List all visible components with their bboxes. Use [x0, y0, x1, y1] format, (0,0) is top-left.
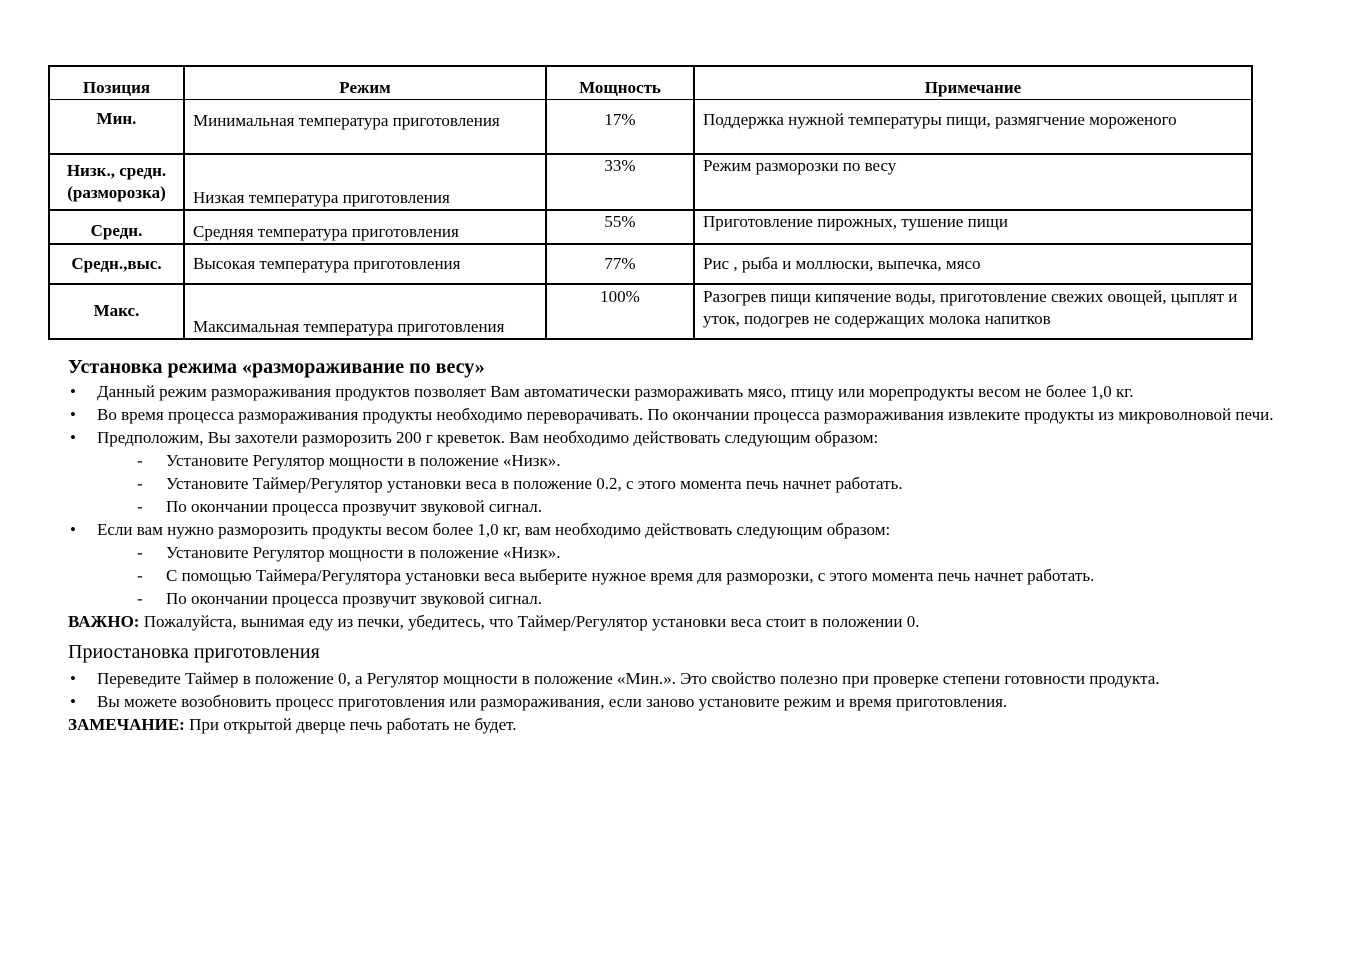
cell-power: 33% — [546, 154, 694, 210]
step-text: Установите Таймер/Регулятор установки веса в положение 0.2, с этого момента печь начнет работать. — [166, 474, 903, 493]
cell-position: Мин. — [49, 100, 184, 154]
cell-power: 17% — [546, 100, 694, 154]
bullet-icon: • — [70, 669, 76, 688]
list-item — [68, 403, 1282, 426]
dash-icon: - — [137, 497, 143, 516]
dash-icon: - — [137, 566, 143, 585]
header-note: Примечание — [694, 66, 1252, 100]
cell-position: Макс. — [49, 284, 184, 339]
step-item — [137, 541, 1282, 564]
important-text: Пожалуйста, вынимая еду из печки, убедитесь, что Таймер/Регулятор установки веса стоит в положении 0. — [139, 612, 920, 631]
dash-icon: - — [137, 589, 143, 608]
table-header-row — [49, 66, 1252, 100]
instructions-text — [68, 354, 1282, 736]
cell-mode: Низкая температура приготовления — [184, 154, 546, 210]
cell-note: Режим разморозки по весу — [694, 154, 1252, 210]
cell-position: Средн. — [49, 210, 184, 244]
door-note — [68, 713, 1282, 736]
cell-mode: Высокая температура приготовления — [184, 244, 546, 284]
pause-bullet-list — [68, 667, 1282, 713]
list-item — [68, 518, 1282, 610]
bullet-icon: • — [70, 382, 76, 401]
cell-note: Рис , рыба и моллюски, выпечка, мясо — [694, 244, 1252, 284]
list-item — [68, 690, 1282, 713]
cell-power: 55% — [546, 210, 694, 244]
cell-mode: Средняя температура приготовления — [184, 210, 546, 244]
bullet-icon: • — [70, 405, 76, 424]
dash-icon: - — [137, 451, 143, 470]
bullet-text: Переведите Таймер в положение 0, а Регулятор мощности в положение «Мин.». Это свойство полезно при проверке степени готовности продукта. — [97, 669, 1160, 688]
table-row — [49, 244, 1252, 284]
note-label: ЗАМЕЧАНИЕ: — [68, 715, 185, 734]
cell-power: 100% — [546, 284, 694, 339]
bullet-icon: • — [70, 692, 76, 711]
defrost-heading: Установка режима «размораживание по весу» — [68, 356, 485, 378]
list-item — [68, 667, 1282, 690]
step-item — [137, 449, 1282, 472]
header-power: Мощность — [546, 66, 694, 100]
step-text: С помощью Таймера/Регулятора установки веса выберите нужное время для разморозки, с этого момента печь начнет работать. — [166, 566, 1095, 585]
step-list — [68, 449, 1282, 518]
bullet-text: Во время процесса размораживания продукты необходимо переворачивать. По окончании процесса размораживания извлеките продукты из микроволновой печи. — [97, 405, 1274, 424]
table-row — [49, 100, 1252, 154]
step-item — [137, 564, 1282, 587]
bullet-icon: • — [70, 428, 76, 447]
list-item — [68, 380, 1282, 403]
power-modes-table — [48, 65, 1253, 340]
step-item — [137, 472, 1282, 495]
step-item — [137, 495, 1282, 518]
defrost-bullet-list — [68, 380, 1282, 610]
dash-icon: - — [137, 474, 143, 493]
cell-power: 77% — [546, 244, 694, 284]
header-position: Позиция — [49, 66, 184, 100]
cell-position: Средн.,выс. — [49, 244, 184, 284]
table-row — [49, 210, 1252, 244]
bullet-text: Вы можете возобновить процесс приготовления или размораживания, если заново установите режим и время приготовления. — [97, 692, 1008, 711]
step-list — [68, 541, 1282, 610]
table-row — [49, 154, 1252, 210]
cell-note: Разогрев пищи кипячение воды, приготовление свежих овощей, цыплят и уток, подогрев не содержащих молока напитков — [694, 284, 1252, 339]
step-text: Установите Регулятор мощности в положение «Низк». — [166, 543, 561, 562]
cell-position: Низк., средн. (разморозка) — [49, 154, 184, 210]
bullet-text: Предположим, Вы захотели разморозить 200 г креветок. Вам необходимо действовать следующим образом: — [97, 428, 879, 447]
bullet-text: Если вам нужно разморозить продукты весом более 1,0 кг, вам необходимо действовать следующим образом: — [97, 520, 891, 539]
table-row — [49, 284, 1252, 339]
step-text: По окончании процесса прозвучит звуковой сигнал. — [166, 497, 542, 516]
step-text: Установите Регулятор мощности в положение «Низк». — [166, 451, 561, 470]
cell-mode: Максимальная температура приготовления — [184, 284, 546, 339]
cell-mode: Минимальная температура приготовления — [184, 100, 546, 154]
important-note — [68, 610, 1282, 633]
cell-note: Приготовление пирожных, тушение пищи — [694, 210, 1252, 244]
bullet-text: Данный режим размораживания продуктов позволяет Вам автоматически размораживать мясо, птицу или морепродукты весом не более 1,0 кг. — [97, 382, 1134, 401]
step-item — [137, 587, 1282, 610]
cell-note: Поддержка нужной температуры пищи, размягчение мороженого — [694, 100, 1252, 154]
header-mode: Режим — [184, 66, 546, 100]
step-text: По окончании процесса прозвучит звуковой сигнал. — [166, 589, 542, 608]
dash-icon: - — [137, 543, 143, 562]
pause-heading: Приостановка приготовления — [68, 641, 320, 663]
important-label: ВАЖНО: — [68, 612, 140, 631]
note-text: При открытой дверце печь работать не будет. — [184, 715, 517, 734]
bullet-icon: • — [70, 520, 76, 539]
list-item — [68, 426, 1282, 518]
